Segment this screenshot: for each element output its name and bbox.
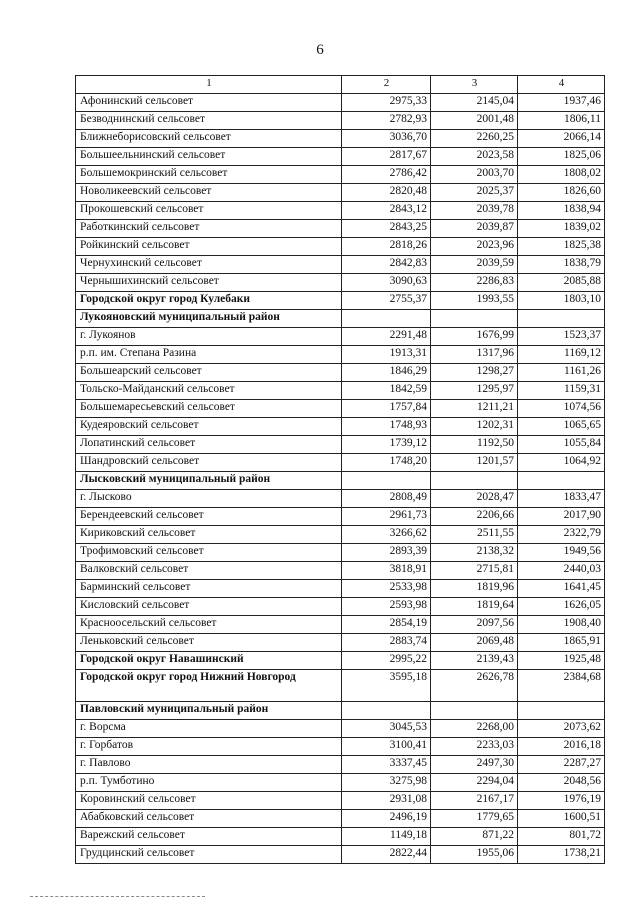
cell-name: Кириковский сельсовет [76,526,342,544]
cell-value-2: 3036,70 [342,130,431,148]
cell-value-3: 1211,21 [431,400,518,418]
table-row [76,166,605,184]
cell-name: Кудеяровский сельсовет [76,418,342,436]
cell-name: Леньковский сельсовет [76,634,342,652]
cell-value-4: 1626,05 [518,598,605,616]
table-row [76,94,605,112]
cell-value-4: 1806,11 [518,112,605,130]
cell-value-2: 2593,98 [342,598,431,616]
cell-name: Лукояновский муниципальный район [76,310,342,328]
cell-value-2: 3818,91 [342,562,431,580]
cell-value-3 [431,472,518,490]
table-row [76,436,605,454]
cell-value-2: 2995,22 [342,652,431,670]
cell-name: Прокошевский сельсовет [76,202,342,220]
cell-value-3: 2028,47 [431,490,518,508]
cell-value-2: 1913,31 [342,346,431,364]
cell-name: Чернухинский сельсовет [76,256,342,274]
cell-name: Большеельнинский сельсовет [76,148,342,166]
cell-value-2: 2883,74 [342,634,431,652]
cell-name: Афонинский сельсовет [76,94,342,112]
cell-value-2: 1149,18 [342,828,431,846]
cell-value-3: 2511,55 [431,526,518,544]
table-row [76,810,605,828]
cell-value-4: 2287,27 [518,756,605,774]
cell-value-3: 2069,48 [431,634,518,652]
cell-value-4: 1839,02 [518,220,605,238]
cell-value-2: 3045,53 [342,720,431,738]
cell-value-3: 2003,70 [431,166,518,184]
cell-name: Городской округ город Кулебаки [76,292,342,310]
table-row [76,526,605,544]
table-row [76,382,605,400]
cell-value-3: 2145,04 [431,94,518,112]
cell-value-3: 1676,99 [431,328,518,346]
cell-value-3: 1993,55 [431,292,518,310]
table-row [76,598,605,616]
cell-name: Кисловский сельсовет [76,598,342,616]
cell-name: Ройкинский сельсовет [76,238,342,256]
cell-name: р.п. Тумботино [76,774,342,792]
cell-value-3: 1819,64 [431,598,518,616]
table-row [76,130,605,148]
cell-name: Ближнеборисовский сельсовет [76,130,342,148]
table-row [76,202,605,220]
table-row [76,846,605,864]
cell-value-2: 2820,48 [342,184,431,202]
cell-value-4: 1833,47 [518,490,605,508]
table-row [76,508,605,526]
cell-value-4: 1803,10 [518,292,605,310]
cell-value-3: 2206,66 [431,508,518,526]
cell-name: Павловский муниципальный район [76,702,342,720]
cell-name: Лысковский муниципальный район [76,472,342,490]
cell-value-3: 2039,87 [431,220,518,238]
section-header-row [76,702,605,720]
cell-value-4: 1738,21 [518,846,605,864]
cell-value-4: 1065,65 [518,418,605,436]
cell-value-2: 2755,37 [342,292,431,310]
cell-value-2: 2818,26 [342,238,431,256]
cell-value-4: 1825,38 [518,238,605,256]
cell-name: Городской округ город Нижний Новгород [76,670,342,702]
cell-value-2: 2931,08 [342,792,431,810]
cell-name: р.п. им. Степана Разина [76,346,342,364]
cell-value-4: 1825,06 [518,148,605,166]
cell-value-4: 1937,46 [518,94,605,112]
cell-name: Городской округ Навашинский [76,652,342,670]
cell-value-3: 2097,56 [431,616,518,634]
cell-name: г. Лукоянов [76,328,342,346]
cell-value-2: 2843,12 [342,202,431,220]
cell-name: г. Лысково [76,490,342,508]
cell-value-4: 1838,94 [518,202,605,220]
cell-value-2: 2843,25 [342,220,431,238]
column-header: 3 [431,76,518,94]
cell-value-2: 3100,41 [342,738,431,756]
cell-value-4: 1523,37 [518,328,605,346]
cell-value-4: 2017,90 [518,508,605,526]
cell-value-2: 2786,42 [342,166,431,184]
cell-value-4: 1064,92 [518,454,605,472]
cell-value-3: 2023,96 [431,238,518,256]
table-row [76,616,605,634]
table-row [76,544,605,562]
cell-value-3: 1317,96 [431,346,518,364]
cell-name: Чернышихинский сельсовет [76,274,342,292]
cell-value-3: 1955,06 [431,846,518,864]
cell-value-4: 2322,79 [518,526,605,544]
cell-value-3: 2023,58 [431,148,518,166]
cell-value-4: 1641,45 [518,580,605,598]
cell-name: Большемаресьевский сельсовет [76,400,342,418]
cell-value-4: 2048,56 [518,774,605,792]
table-row [76,792,605,810]
cell-value-4: 1808,02 [518,166,605,184]
cell-value-4: 1169,12 [518,346,605,364]
cell-value-4: 2085,88 [518,274,605,292]
cell-value-2: 2533,98 [342,580,431,598]
table-row [76,274,605,292]
cell-value-3: 1201,57 [431,454,518,472]
table-row [76,828,605,846]
cell-value-3: 1295,97 [431,382,518,400]
page-number: 6 [316,42,324,58]
cell-name: Работкинский сельсовет [76,220,342,238]
table-row [76,256,605,274]
cell-name: Большеарский сельсовет [76,364,342,382]
table-row [76,670,605,702]
cell-name: Абабковский сельсовет [76,810,342,828]
cell-value-3: 2025,37 [431,184,518,202]
cell-value-2: 2854,19 [342,616,431,634]
cell-name: Коровинский сельсовет [76,792,342,810]
cell-value-2: 1757,84 [342,400,431,418]
data-table [75,75,605,864]
column-header: 2 [342,76,431,94]
cell-value-3: 1298,27 [431,364,518,382]
section-header-row [76,472,605,490]
cell-value-3: 2286,83 [431,274,518,292]
table-row [76,738,605,756]
cell-value-2: 2817,67 [342,148,431,166]
cell-value-3: 2039,59 [431,256,518,274]
cell-value-3: 2167,17 [431,792,518,810]
cell-name: Большемокринский сельсовет [76,166,342,184]
cell-value-4: 2066,14 [518,130,605,148]
cell-name: Берендеевский сельсовет [76,508,342,526]
cell-value-4: 1055,84 [518,436,605,454]
cell-value-3 [431,702,518,720]
cell-name: г. Ворсма [76,720,342,738]
cell-value-4: 2016,18 [518,738,605,756]
table-row [76,774,605,792]
table-row [76,364,605,382]
cell-value-2: 2893,39 [342,544,431,562]
column-header: 4 [518,76,605,94]
cell-value-2: 3595,18 [342,670,431,702]
cell-value-4: 1925,48 [518,652,605,670]
cell-value-4: 1838,79 [518,256,605,274]
cell-value-3 [431,310,518,328]
table-row [76,580,605,598]
cell-value-4: 1865,91 [518,634,605,652]
cell-value-4: 1074,56 [518,400,605,418]
table-row [76,346,605,364]
cell-value-4: 1949,56 [518,544,605,562]
cell-value-4 [518,702,605,720]
table-row [76,756,605,774]
cell-name: Барминский сельсовет [76,580,342,598]
cell-value-2: 3266,62 [342,526,431,544]
cell-value-4: 2073,62 [518,720,605,738]
cell-value-2: 2822,44 [342,846,431,864]
table-header-row [76,76,605,94]
cell-name: г. Павлово [76,756,342,774]
table-row [76,634,605,652]
cell-value-2: 2782,93 [342,112,431,130]
cell-value-3: 1819,96 [431,580,518,598]
table-row [76,652,605,670]
table-row [76,328,605,346]
cell-value-3: 2715,81 [431,562,518,580]
cell-value-3: 2138,32 [431,544,518,562]
cell-value-2: 2975,33 [342,94,431,112]
table-row [76,562,605,580]
cell-value-2: 2496,19 [342,810,431,828]
cell-name: Варежский сельсовет [76,828,342,846]
cell-value-2 [342,472,431,490]
cell-value-2: 2808,49 [342,490,431,508]
cell-value-4: 2440,03 [518,562,605,580]
cell-value-4: 801,72 [518,828,605,846]
table-row [76,148,605,166]
table-row [76,418,605,436]
cell-value-3: 871,22 [431,828,518,846]
cell-name: Красноосельский сельсовет [76,616,342,634]
cell-value-3: 1192,50 [431,436,518,454]
cell-name: Грудцинский сельсовет [76,846,342,864]
cell-value-3: 2268,00 [431,720,518,738]
cell-name: Новоликеевский сельсовет [76,184,342,202]
cell-value-3: 2497,30 [431,756,518,774]
table-row [76,720,605,738]
cell-value-4: 1600,51 [518,810,605,828]
cell-value-3: 1202,31 [431,418,518,436]
cell-value-3: 2233,03 [431,738,518,756]
cell-value-3: 2001,48 [431,112,518,130]
cell-name: Шандровский сельсовет [76,454,342,472]
table-row [76,292,605,310]
cell-value-3: 1779,65 [431,810,518,828]
cell-name: Валковский сельсовет [76,562,342,580]
cell-value-2: 2842,83 [342,256,431,274]
cell-value-2: 1748,20 [342,454,431,472]
cell-value-3: 2039,78 [431,202,518,220]
cell-name: Тольско-Майданский сельсовет [76,382,342,400]
scan-edge-mark [30,896,205,897]
cell-value-3: 2139,43 [431,652,518,670]
cell-value-4: 1161,26 [518,364,605,382]
cell-value-2: 2961,73 [342,508,431,526]
cell-value-4 [518,310,605,328]
table-row [76,490,605,508]
cell-value-2: 2291,48 [342,328,431,346]
cell-value-2: 3090,63 [342,274,431,292]
cell-value-4 [518,472,605,490]
cell-value-2: 1748,93 [342,418,431,436]
table-row [76,184,605,202]
cell-value-4: 1826,60 [518,184,605,202]
column-header: 1 [76,76,342,94]
cell-value-4: 1159,31 [518,382,605,400]
cell-value-2 [342,702,431,720]
cell-value-2: 1846,29 [342,364,431,382]
cell-name: Лопатинский сельсовет [76,436,342,454]
cell-name: Безводнинский сельсовет [76,112,342,130]
cell-value-2: 1739,12 [342,436,431,454]
table-row [76,220,605,238]
table-row [76,454,605,472]
cell-value-4: 2384,68 [518,670,605,702]
cell-value-4: 1908,40 [518,616,605,634]
cell-value-2: 3275,98 [342,774,431,792]
cell-value-3: 2260,25 [431,130,518,148]
cell-value-2: 3337,45 [342,756,431,774]
cell-value-2 [342,310,431,328]
cell-value-4: 1976,19 [518,792,605,810]
cell-name: Трофимовский сельсовет [76,544,342,562]
cell-name: г. Горбатов [76,738,342,756]
cell-value-2: 1842,59 [342,382,431,400]
table-row [76,112,605,130]
cell-value-3: 2626,78 [431,670,518,702]
section-header-row [76,310,605,328]
table-row [76,238,605,256]
cell-value-3: 2294,04 [431,774,518,792]
table-row [76,400,605,418]
